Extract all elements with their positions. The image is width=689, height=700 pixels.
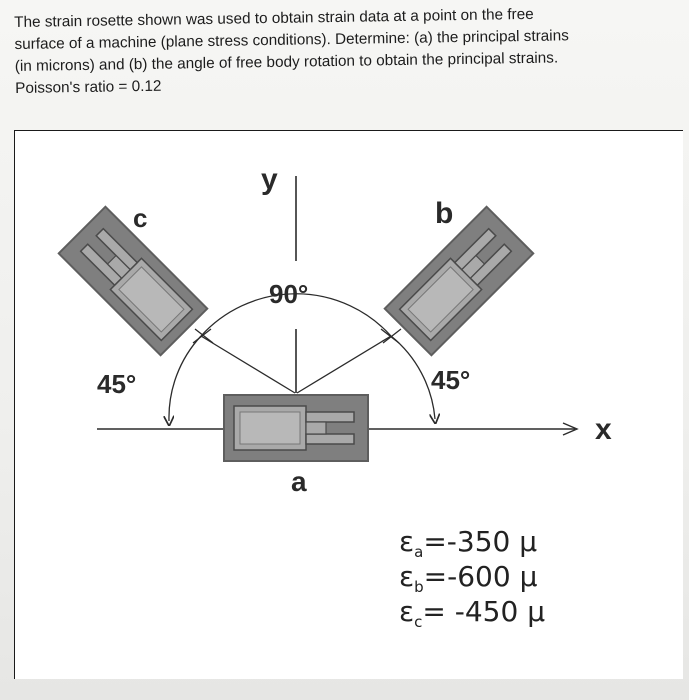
gauge-c-label: c (133, 203, 148, 233)
gauge-c-axis (201, 336, 295, 393)
arc-45-left (169, 336, 201, 421)
rosette-diagram (15, 131, 683, 679)
problem-line-4: Poisson's ratio = 0.12 (15, 77, 162, 97)
axis-x-label: x (595, 413, 612, 446)
strain-b (399, 560, 538, 596)
axis-y-label: y (261, 163, 278, 196)
strain-b-value: =-600 μ (423, 560, 538, 593)
angle-45-left-label: 45° (97, 369, 137, 399)
gauge-a-label: a (291, 466, 307, 497)
strain-c-symbol: ε (399, 595, 415, 628)
strain-a-value: =-350 μ (423, 525, 538, 558)
strain-c-sub: c (414, 613, 423, 631)
gauge-b (385, 207, 533, 355)
strain-c (399, 595, 545, 631)
strain-a-sub: a (414, 543, 424, 561)
rosette-figure (14, 130, 683, 679)
strain-b-symbol: ε (399, 560, 415, 593)
gauge-b-label: b (435, 197, 454, 230)
problem-statement (14, 2, 677, 100)
svg-text:εa=-350 μ (399, 525, 537, 561)
arc-tick-left (193, 329, 213, 343)
gauge-b-axis (297, 336, 391, 393)
problem-line-3: (in microns) and (b) the angle of free body rotation to obtain the principal strains. (14, 49, 559, 75)
problem-line-2: surface of a machine (plane stress conditions). Determine: (a) the principal strains (14, 27, 569, 53)
angle-90-label: 90° (269, 279, 309, 309)
strain-a (399, 525, 537, 561)
strain-c-value: = -450 μ (422, 595, 546, 628)
svg-text:εc= -450 μ (399, 595, 545, 631)
gauge-a (224, 395, 368, 461)
strain-a-symbol: ε (399, 525, 415, 558)
angle-45-right-label: 45° (431, 365, 471, 395)
problem-line-1: The strain rosette shown was used to obtain strain data at a point on the free (14, 5, 534, 31)
svg-text:εb=-600 μ (399, 560, 538, 596)
strain-b-sub: b (414, 578, 424, 596)
